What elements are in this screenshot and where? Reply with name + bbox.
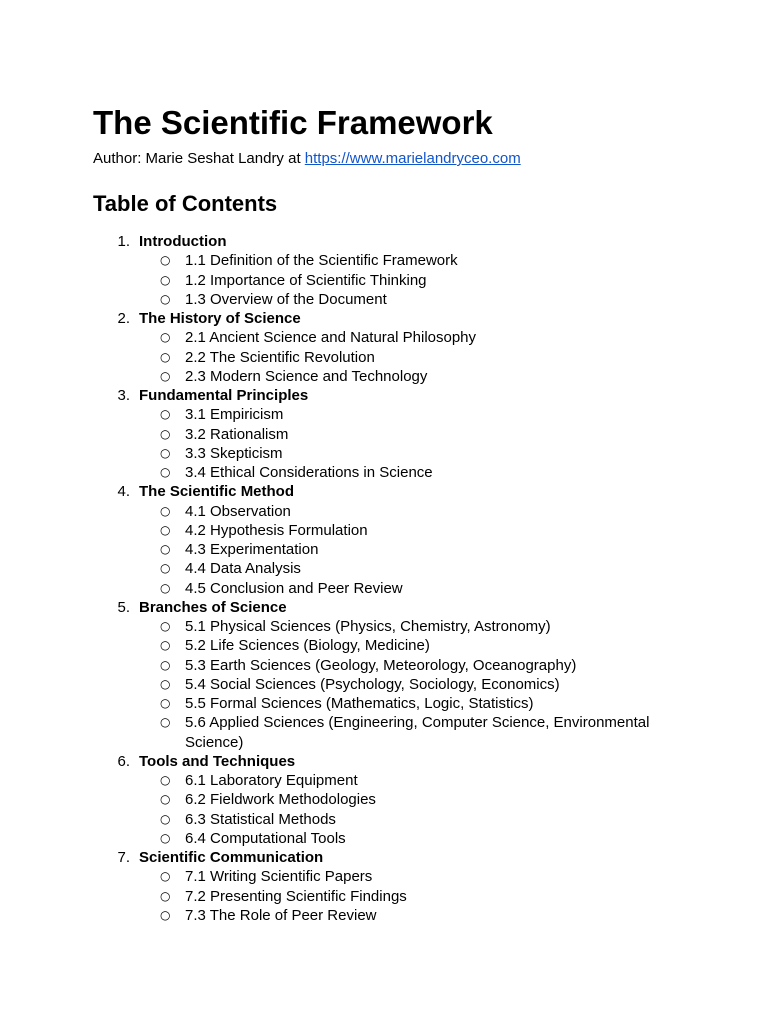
toc-subsection-label: 4.2 Hypothesis Formulation [185, 521, 368, 539]
toc-subsection-label: 1.3 Overview of the Document [185, 290, 387, 308]
toc-subsection-item [0, 906, 768, 925]
hollow-circle-bullet-icon: ○ [160, 888, 171, 903]
toc-section [0, 386, 768, 482]
toc-subsection-item [0, 251, 768, 270]
toc-subsection-item [0, 771, 768, 790]
toc-subsection-item [0, 867, 768, 886]
toc-subsection-item [0, 694, 768, 713]
hollow-circle-bullet-icon: ○ [160, 542, 171, 556]
toc-subsection-label: 5.5 Formal Sciences (Mathematics, Logic, Statistics) [185, 695, 534, 712]
toc-subsection-item [0, 367, 768, 386]
toc-subsection-label: 5.3 Earth Sciences (Geology, Meteorology, Oceanography) [185, 656, 577, 674]
hollow-circle-bullet-icon: ○ [160, 503, 171, 518]
toc-subsection-list [0, 251, 768, 309]
hollow-circle-bullet-icon: ○ [160, 657, 171, 672]
toc-subsection-item [0, 829, 768, 848]
toc-section-title: The History of Science [139, 310, 301, 327]
toc-subsection-label: 5.6 Applied Sciences (Engineering, Computer Science, Environmental Science) [185, 714, 650, 751]
toc-subsection-label: 5.4 Social Sciences (Psychology, Sociology, Economics) [185, 675, 560, 693]
hollow-circle-bullet-icon: ○ [160, 676, 171, 691]
toc-subsection-label: 3.2 Rationalism [185, 425, 289, 443]
toc-subsection-item [0, 656, 768, 675]
toc-section-title: Scientific Communication [139, 849, 324, 866]
toc-subsection-label: 1.2 Importance of Scientific Thinking [185, 271, 427, 289]
hollow-circle-bullet-icon: ○ [160, 811, 171, 826]
toc-section-number: 6. [117, 752, 130, 770]
toc-section [0, 598, 768, 752]
hollow-circle-bullet-icon: ○ [160, 869, 171, 884]
table-of-contents [0, 232, 768, 925]
toc-section [0, 482, 768, 598]
toc-subsection-item [0, 540, 768, 559]
hollow-circle-bullet-icon: ○ [160, 272, 171, 287]
toc-subsection-item [0, 521, 768, 540]
hollow-circle-bullet-icon: ○ [160, 330, 171, 345]
toc-subsection-item [0, 579, 768, 598]
toc-subsection-label: 3.3 Skepticism [185, 444, 283, 462]
toc-section-heading [0, 232, 768, 251]
toc-section [0, 752, 768, 848]
toc-subsection-item [0, 290, 768, 309]
hollow-circle-bullet-icon: ○ [160, 773, 171, 787]
toc-subsection-list [0, 617, 768, 752]
hollow-circle-bullet-icon: ○ [160, 522, 171, 537]
toc-subsection-label: 2.3 Modern Science and Technology [185, 367, 428, 385]
toc-section-title: Tools and Techniques [139, 752, 296, 770]
toc-subsection-item [0, 328, 768, 347]
toc-subsection-label: 5.1 Physical Sciences (Physics, Chemistry, Astronomy) [185, 618, 551, 635]
toc-subsection-list [0, 502, 768, 598]
toc-section-heading [0, 482, 768, 501]
hollow-circle-bullet-icon: ○ [160, 792, 171, 807]
toc-section-title: Branches of Science [139, 598, 287, 616]
toc-section-heading [0, 386, 768, 405]
toc-subsection-list [0, 771, 768, 848]
toc-subsection-item [0, 444, 768, 463]
toc-subsection-label: 4.1 Observation [185, 502, 291, 520]
toc-subsection-label: 3.4 Ethical Considerations in Science [185, 464, 433, 481]
toc-section [0, 232, 768, 309]
toc-section-heading [0, 848, 768, 867]
toc-subsection-item [0, 636, 768, 655]
toc-subsection-label: 6.4 Computational Tools [185, 829, 346, 847]
hollow-circle-bullet-icon: ○ [160, 715, 171, 730]
toc-section-number: 3. [117, 387, 130, 404]
hollow-circle-bullet-icon: ○ [160, 426, 171, 441]
hollow-circle-bullet-icon: ○ [160, 253, 171, 268]
toc-subsection-label: 7.2 Presenting Scientific Findings [185, 887, 407, 905]
toc-subsection-item [0, 810, 768, 829]
hollow-circle-bullet-icon: ○ [160, 445, 171, 460]
hollow-circle-bullet-icon: ○ [160, 619, 171, 633]
toc-subsection-item [0, 713, 768, 752]
toc-subsection-item [0, 405, 768, 424]
toc-subsection-label: 7.1 Writing Scientific Papers [185, 868, 373, 886]
hollow-circle-bullet-icon: ○ [160, 465, 171, 479]
toc-subsection-label: 5.2 Life Sciences (Biology, Medicine) [185, 637, 430, 655]
toc-subsection-item [0, 790, 768, 809]
toc-subsection-label: 4.5 Conclusion and Peer Review [185, 579, 403, 597]
hollow-circle-bullet-icon: ○ [160, 368, 171, 383]
toc-subsection-label: 3.1 Empiricism [185, 406, 284, 424]
toc-subsection-item [0, 348, 768, 367]
toc-subsection-label: 6.3 Statistical Methods [185, 810, 336, 828]
toc-subsection-item [0, 617, 768, 636]
toc-section-number: 5. [117, 598, 130, 616]
author-label: Author: Marie Seshat Landry at [93, 150, 305, 167]
toc-section-number: 2. [117, 310, 130, 327]
toc-section [0, 309, 768, 386]
document-title: The Scientific Framework [93, 104, 493, 141]
toc-section-heading [0, 598, 768, 617]
toc-heading: Table of Contents [93, 191, 278, 216]
toc-section-title: Introduction [139, 233, 227, 250]
toc-subsection-label: 4.3 Experimentation [185, 541, 319, 558]
author-website-link[interactable]: https://www.marielandryceo.com [304, 150, 521, 167]
toc-subsection-item [0, 675, 768, 694]
toc-subsection-list [0, 328, 768, 386]
toc-subsection-item [0, 271, 768, 290]
hollow-circle-bullet-icon: ○ [160, 907, 171, 922]
toc-subsection-item [0, 887, 768, 906]
toc-section [0, 848, 768, 925]
hollow-circle-bullet-icon: ○ [160, 349, 171, 364]
toc-subsection-label: 2.1 Ancient Science and Natural Philosophy [185, 329, 477, 347]
toc-section-title: The Scientific Method [139, 483, 295, 501]
toc-subsection-list [0, 405, 768, 482]
toc-section-title: Fundamental Principles [139, 387, 309, 404]
toc-subsection-list [0, 867, 768, 925]
hollow-circle-bullet-icon: ○ [160, 580, 171, 595]
hollow-circle-bullet-icon: ○ [160, 830, 171, 845]
toc-subsection-label: 1.1 Definition of the Scientific Framework [185, 252, 458, 270]
toc-subsection-label: 2.2 The Scientific Revolution [185, 348, 375, 366]
toc-section-number: 1. [117, 233, 130, 250]
hollow-circle-bullet-icon: ○ [160, 696, 171, 710]
toc-subsection-item [0, 502, 768, 521]
toc-section-heading [0, 309, 768, 328]
toc-subsection-label: 6.1 Laboratory Equipment [185, 772, 358, 789]
toc-subsection-item [0, 559, 768, 578]
toc-subsection-label: 4.4 Data Analysis [185, 560, 301, 578]
toc-subsection-item [0, 425, 768, 444]
toc-section-heading [0, 752, 768, 771]
toc-subsection-item [0, 463, 768, 482]
hollow-circle-bullet-icon: ○ [160, 638, 171, 653]
author-line [93, 149, 521, 168]
hollow-circle-bullet-icon: ○ [160, 291, 171, 306]
hollow-circle-bullet-icon: ○ [160, 407, 171, 422]
toc-subsection-label: 6.2 Fieldwork Methodologies [185, 791, 376, 809]
hollow-circle-bullet-icon: ○ [160, 561, 171, 576]
toc-section-number: 7. [117, 849, 130, 866]
toc-section-number: 4. [117, 483, 130, 501]
toc-subsection-label: 7.3 The Role of Peer Review [185, 906, 377, 924]
